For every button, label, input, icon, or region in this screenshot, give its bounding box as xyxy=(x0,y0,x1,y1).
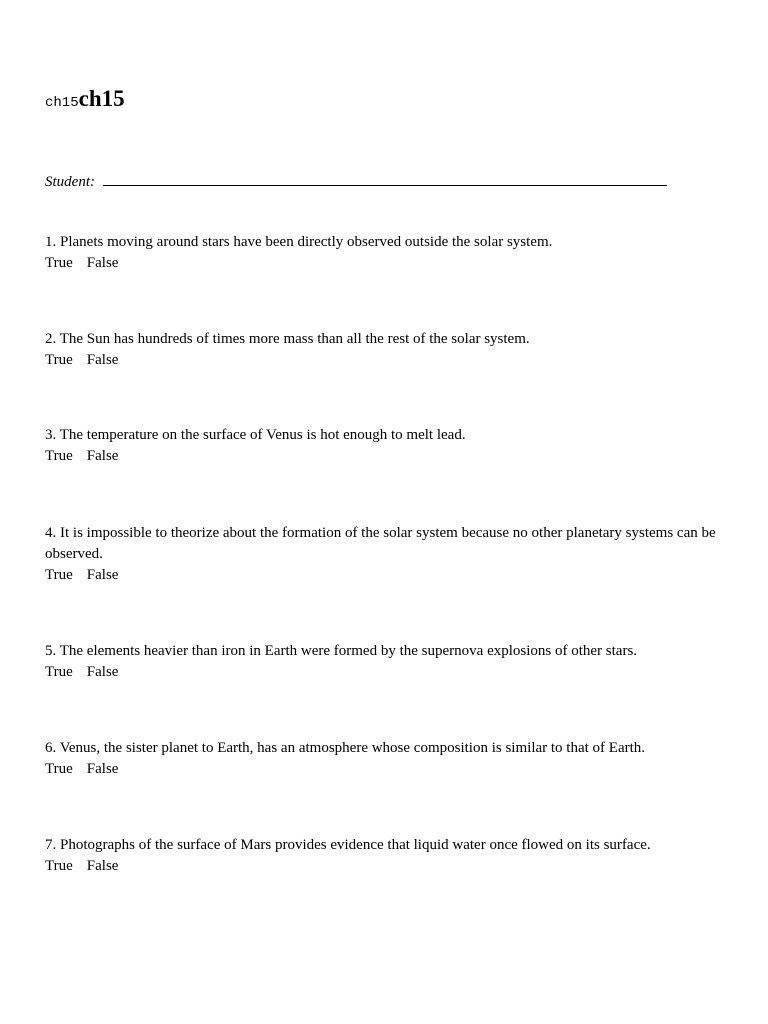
question-1 xyxy=(45,232,725,274)
answer-options xyxy=(45,759,725,780)
option-false[interactable]: False xyxy=(86,761,119,777)
question-2 xyxy=(45,329,725,371)
question-text: 5. The elements heavier than iron in Earth were formed by the supernova explosions of other stars. xyxy=(45,643,638,659)
option-true[interactable]: True xyxy=(45,858,73,874)
question-text: 2. The Sun has hundreds of times more mass than all the rest of the solar system. xyxy=(45,331,530,347)
student-label: Student: xyxy=(45,174,95,190)
option-true[interactable]: True xyxy=(45,255,73,271)
student-name-line[interactable] xyxy=(103,171,667,186)
option-true[interactable]: True xyxy=(45,664,73,680)
answer-options xyxy=(45,253,725,274)
option-false[interactable]: False xyxy=(86,255,119,271)
answer-options xyxy=(45,446,725,467)
question-text: 7. Photographs of the surface of Mars provides evidence that liquid water once flowed on its surface. xyxy=(45,837,651,853)
option-false[interactable]: False xyxy=(86,448,119,464)
student-field xyxy=(45,171,667,191)
option-false[interactable]: False xyxy=(86,567,119,583)
question-text: 4. It is impossible to theorize about the formation of the solar system because no other planetary systems can be observed. xyxy=(45,525,716,562)
answer-options xyxy=(45,662,725,683)
answer-options xyxy=(45,350,725,371)
option-true[interactable]: True xyxy=(45,352,73,368)
question-6 xyxy=(45,738,725,780)
answer-options xyxy=(45,856,725,877)
question-text: 3. The temperature on the surface of Venus is hot enough to melt lead. xyxy=(45,427,466,443)
question-text: 1. Planets moving around stars have been directly observed outside the solar system. xyxy=(45,234,553,250)
option-true[interactable]: True xyxy=(45,761,73,777)
page-title xyxy=(45,86,125,112)
option-true[interactable]: True xyxy=(45,448,73,464)
answer-options xyxy=(45,565,725,586)
option-false[interactable]: False xyxy=(86,858,119,874)
title-bold: ch15 xyxy=(78,86,125,111)
question-3 xyxy=(45,425,725,467)
title-small: ch15 xyxy=(45,95,79,111)
question-7 xyxy=(45,835,725,877)
option-false[interactable]: False xyxy=(86,352,119,368)
option-false[interactable]: False xyxy=(86,664,119,680)
question-5 xyxy=(45,641,725,683)
option-true[interactable]: True xyxy=(45,567,73,583)
question-4 xyxy=(45,523,725,586)
question-text: 6. Venus, the sister planet to Earth, has an atmosphere whose composition is similar to that of Earth. xyxy=(45,740,646,756)
